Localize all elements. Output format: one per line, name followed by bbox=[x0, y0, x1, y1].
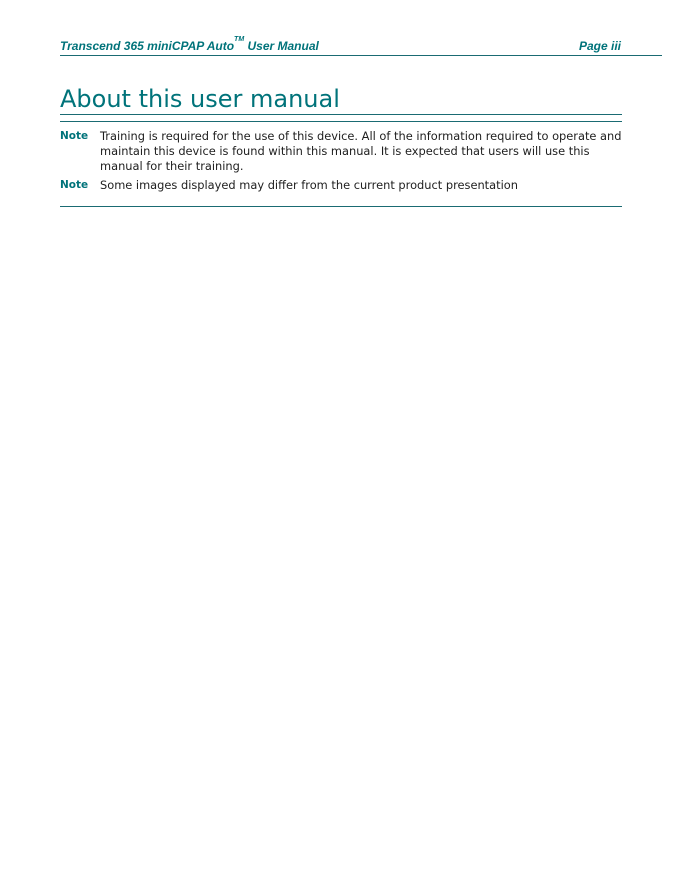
section-end-rule bbox=[60, 206, 622, 207]
note-label: Note bbox=[60, 179, 89, 191]
note-text: Training is required for the use of this device. All of the information required to operate and maintain this device is found within this manual. It is expected that users will use this manual for their training. bbox=[100, 129, 622, 173]
section-heading: About this user manual bbox=[60, 85, 340, 113]
page-header bbox=[60, 38, 662, 56]
note-label: Note bbox=[60, 130, 89, 142]
heading-rule-bottom bbox=[60, 121, 622, 122]
trademark-superscript: TM bbox=[234, 36, 245, 43]
page-number: Page iii bbox=[578, 39, 621, 53]
note-item bbox=[60, 177, 622, 194]
document-title bbox=[60, 36, 319, 53]
notes-list bbox=[60, 128, 622, 197]
note-text: Some images displayed may differ from the current product presentation bbox=[100, 178, 518, 192]
document-title-suffix: User Manual bbox=[244, 39, 319, 53]
note-item bbox=[60, 128, 622, 174]
document-title-main: Transcend 365 miniCPAP Auto bbox=[60, 39, 235, 53]
heading-rule-top bbox=[60, 114, 622, 115]
